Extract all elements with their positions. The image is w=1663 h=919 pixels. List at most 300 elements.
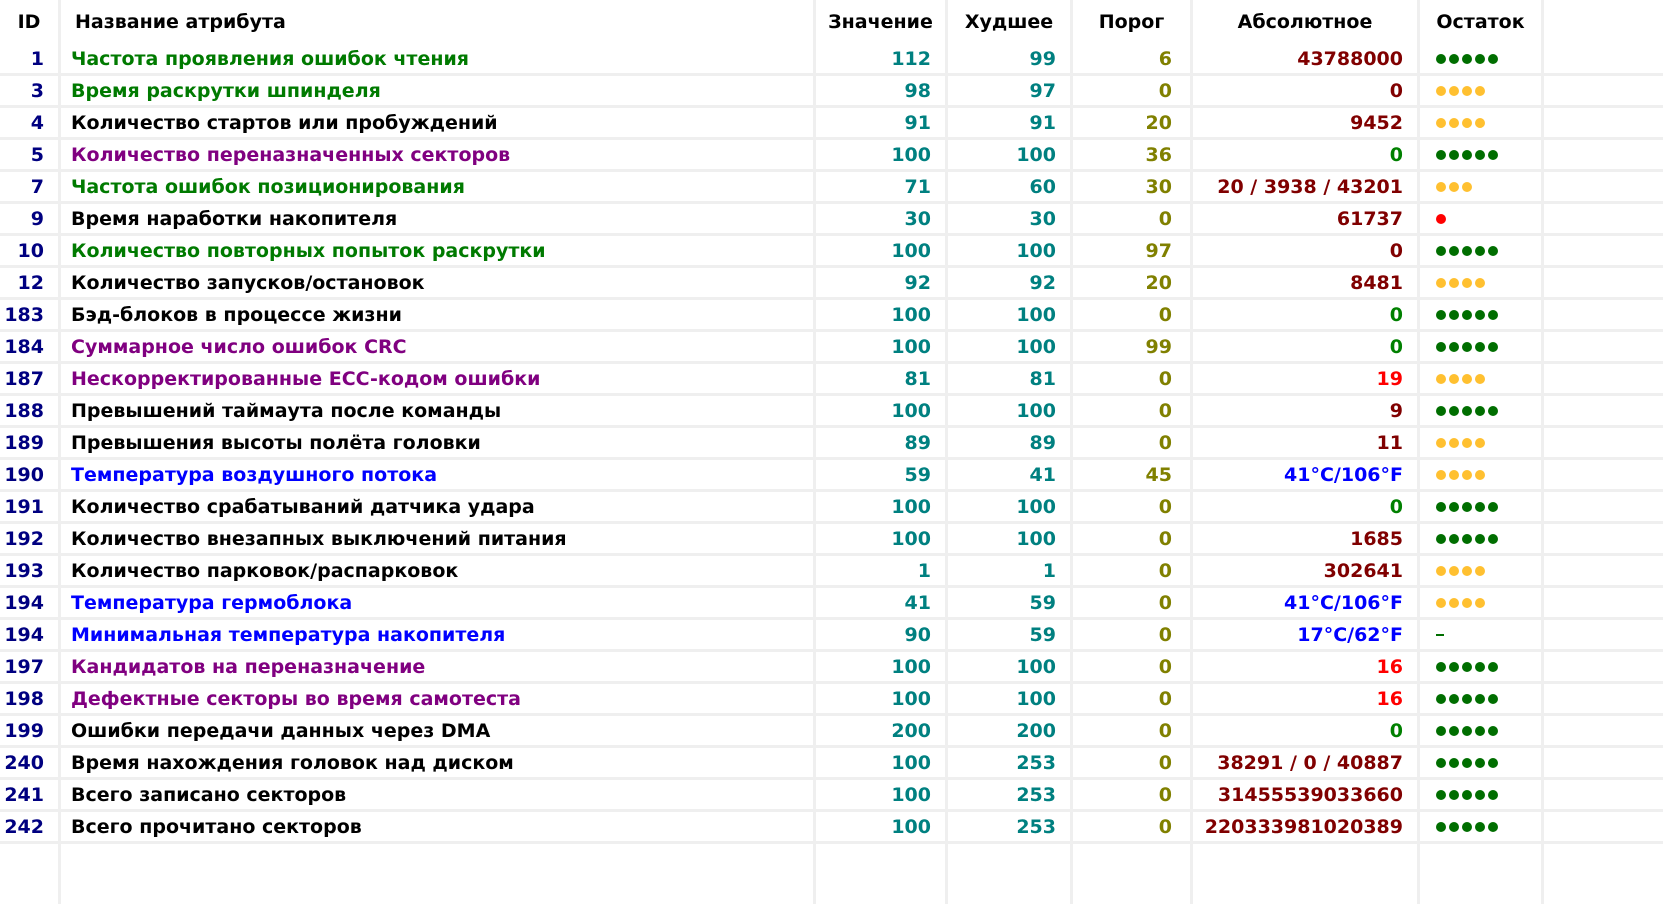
attribute-value: 100: [816, 524, 948, 553]
filler-cell: [1544, 44, 1663, 73]
dot-icon: [1436, 822, 1446, 832]
attribute-remaining: [1420, 140, 1544, 169]
dot-icon: [1462, 534, 1472, 544]
filler-cell: [1544, 428, 1663, 457]
attribute-remaining: [1420, 812, 1544, 841]
attribute-name: Суммарное число ошибок CRC: [61, 332, 816, 361]
table-row[interactable]: [0, 684, 1663, 716]
attribute-name: Дефектные секторы во время самотеста: [61, 684, 816, 713]
attribute-threshold: 0: [1073, 812, 1193, 841]
health-dots-icon: [1436, 502, 1498, 512]
dot-icon: [1475, 246, 1485, 256]
dot-icon: [1436, 566, 1446, 576]
attribute-remaining: [1420, 428, 1544, 457]
dot-icon: [1449, 342, 1459, 352]
filler-cell: [1544, 620, 1663, 649]
filler-cell: [1544, 140, 1663, 169]
dot-icon: [1436, 662, 1446, 672]
health-dots-icon: [1436, 406, 1498, 416]
health-dots-icon: [1436, 182, 1472, 192]
health-dots-icon: [1436, 534, 1498, 544]
attribute-remaining: [1420, 300, 1544, 329]
attribute-id: 242: [0, 812, 61, 841]
dot-icon: [1475, 54, 1485, 64]
dot-icon: [1475, 342, 1485, 352]
table-row[interactable]: [0, 236, 1663, 268]
column-header-name[interactable]: Название атрибута: [61, 0, 816, 44]
filler-cell: [1544, 812, 1663, 841]
dot-icon: [1449, 598, 1459, 608]
filler-cell: [1544, 108, 1663, 137]
health-dots-icon: [1436, 726, 1498, 736]
dot-icon: [1462, 758, 1472, 768]
table-row[interactable]: [0, 268, 1663, 300]
dot-icon: [1449, 758, 1459, 768]
dot-icon: [1449, 182, 1459, 192]
attribute-value: 100: [816, 492, 948, 521]
dot-icon: [1436, 790, 1446, 800]
table-row[interactable]: [0, 748, 1663, 780]
dot-icon: [1449, 150, 1459, 160]
filler-cell: [1544, 364, 1663, 393]
empty-cell: [1193, 844, 1420, 904]
attribute-remaining: [1420, 364, 1544, 393]
attribute-id: 198: [0, 684, 61, 713]
column-header-value[interactable]: Значение: [816, 0, 948, 44]
health-dots-icon: [1436, 790, 1498, 800]
dot-icon: [1449, 566, 1459, 576]
table-row[interactable]: [0, 716, 1663, 748]
attribute-id: 10: [0, 236, 61, 265]
dot-icon: [1488, 406, 1498, 416]
dot-icon: [1462, 118, 1472, 128]
attribute-id: 4: [0, 108, 61, 137]
table-row[interactable]: [0, 396, 1663, 428]
filler-cell: [1544, 588, 1663, 617]
dot-icon: [1449, 534, 1459, 544]
attribute-name: Ошибки передачи данных через DMA: [61, 716, 816, 745]
dot-icon: [1462, 406, 1472, 416]
attribute-raw: 0: [1193, 76, 1420, 105]
attribute-raw: 19: [1193, 364, 1420, 393]
attribute-value: 100: [816, 684, 948, 713]
attribute-id: 12: [0, 268, 61, 297]
health-dots-icon: [1436, 310, 1498, 320]
attribute-worst: 59: [948, 588, 1073, 617]
attribute-value: 200: [816, 716, 948, 745]
dot-icon: [1475, 118, 1485, 128]
dot-icon: [1462, 822, 1472, 832]
dot-icon: [1436, 502, 1446, 512]
dot-icon: [1462, 598, 1472, 608]
empty-row: [0, 844, 1663, 904]
attribute-raw: 20 / 3938 / 43201: [1193, 172, 1420, 201]
attribute-worst: 99: [948, 44, 1073, 73]
filler-cell: [1544, 556, 1663, 585]
filler-cell: [1544, 396, 1663, 425]
attribute-value: 90: [816, 620, 948, 649]
dot-icon: [1436, 54, 1446, 64]
health-dots-icon: [1436, 214, 1446, 224]
dot-icon: [1462, 150, 1472, 160]
dot-icon: [1488, 246, 1498, 256]
attribute-id: 188: [0, 396, 61, 425]
dot-icon: [1436, 406, 1446, 416]
dot-icon: [1488, 662, 1498, 672]
dot-icon: [1462, 470, 1472, 480]
dot-icon: [1436, 246, 1446, 256]
attribute-threshold: 0: [1073, 396, 1193, 425]
attribute-id: 5: [0, 140, 61, 169]
table-row[interactable]: [0, 44, 1663, 76]
attribute-name: Превышения высоты полёта головки: [61, 428, 816, 457]
dot-icon: [1449, 118, 1459, 128]
attribute-raw: 8481: [1193, 268, 1420, 297]
attribute-threshold: 0: [1073, 716, 1193, 745]
attribute-raw: 16: [1193, 684, 1420, 713]
health-dots-icon: [1436, 822, 1498, 832]
attribute-name: Время нахождения головок над диском: [61, 748, 816, 777]
attribute-id: 197: [0, 652, 61, 681]
attribute-id: 7: [0, 172, 61, 201]
dot-icon: [1449, 694, 1459, 704]
attribute-remaining: [1420, 332, 1544, 361]
dot-icon: [1475, 790, 1485, 800]
attribute-raw: 61737: [1193, 204, 1420, 233]
dot-icon: [1488, 534, 1498, 544]
attribute-threshold: 0: [1073, 492, 1193, 521]
attribute-remaining: [1420, 76, 1544, 105]
attribute-value: 100: [816, 300, 948, 329]
attribute-raw: 0: [1193, 140, 1420, 169]
attribute-name: Нескорректированные ECC-кодом ошибки: [61, 364, 816, 393]
empty-cell: [948, 844, 1073, 904]
table-row[interactable]: [0, 620, 1663, 652]
dot-icon: [1462, 694, 1472, 704]
attribute-raw: 1685: [1193, 524, 1420, 553]
attribute-raw: 41°C/106°F: [1193, 588, 1420, 617]
attribute-id: 192: [0, 524, 61, 553]
attribute-threshold: 0: [1073, 364, 1193, 393]
health-dots-icon: [1436, 342, 1498, 352]
attribute-raw: 9452: [1193, 108, 1420, 137]
table-row[interactable]: [0, 812, 1663, 844]
empty-cell: [0, 844, 61, 904]
dot-icon: [1436, 182, 1446, 192]
dot-icon: [1436, 470, 1446, 480]
attribute-value: 92: [816, 268, 948, 297]
attribute-value: 100: [816, 748, 948, 777]
attribute-name: Бэд-блоков в процессе жизни: [61, 300, 816, 329]
attribute-remaining: [1420, 44, 1544, 73]
filler-cell: [1544, 332, 1663, 361]
health-dots-icon: [1436, 54, 1498, 64]
attribute-id: 240: [0, 748, 61, 777]
attribute-name: Температура гермоблока: [61, 588, 816, 617]
dot-icon: [1449, 790, 1459, 800]
filler-cell: [1544, 300, 1663, 329]
attribute-value: 59: [816, 460, 948, 489]
dot-icon: [1449, 822, 1459, 832]
dot-icon: [1475, 758, 1485, 768]
health-dots-icon: [1436, 694, 1498, 704]
table-row[interactable]: [0, 364, 1663, 396]
table-row[interactable]: [0, 780, 1663, 812]
attribute-worst: 253: [948, 748, 1073, 777]
attribute-raw: 9: [1193, 396, 1420, 425]
attribute-id: 191: [0, 492, 61, 521]
attribute-name: Время наработки накопителя: [61, 204, 816, 233]
attribute-remaining: [1420, 780, 1544, 809]
table-row[interactable]: [0, 588, 1663, 620]
filler-cell: [1544, 460, 1663, 489]
table-row[interactable]: [0, 524, 1663, 556]
table-row[interactable]: [0, 652, 1663, 684]
attribute-id: 189: [0, 428, 61, 457]
attribute-remaining: [1420, 716, 1544, 745]
attribute-value: 100: [816, 780, 948, 809]
attribute-raw: 302641: [1193, 556, 1420, 585]
dot-icon: [1488, 342, 1498, 352]
dot-icon: [1462, 182, 1472, 192]
attribute-name: Количество внезапных выключений питания: [61, 524, 816, 553]
dot-icon: [1436, 726, 1446, 736]
health-dots-icon: [1436, 598, 1485, 608]
attribute-raw: 31455539033660: [1193, 780, 1420, 809]
attribute-threshold: 99: [1073, 332, 1193, 361]
attribute-value: 100: [816, 652, 948, 681]
empty-cell: [1544, 844, 1663, 904]
table-row[interactable]: [0, 428, 1663, 460]
attribute-id: 187: [0, 364, 61, 393]
attribute-worst: 91: [948, 108, 1073, 137]
attribute-raw: 0: [1193, 332, 1420, 361]
health-dots-icon: [1436, 86, 1485, 96]
dot-icon: [1475, 470, 1485, 480]
empty-cell: [1420, 844, 1544, 904]
dot-icon: [1462, 54, 1472, 64]
column-header-worst[interactable]: Худшее: [948, 0, 1073, 44]
attribute-worst: 100: [948, 300, 1073, 329]
attribute-value: 100: [816, 332, 948, 361]
attribute-raw: 0: [1193, 300, 1420, 329]
table-row[interactable]: [0, 76, 1663, 108]
attribute-raw: 43788000: [1193, 44, 1420, 73]
attribute-name: Количество срабатываний датчика удара: [61, 492, 816, 521]
attribute-threshold: 0: [1073, 588, 1193, 617]
table-header: [0, 0, 1663, 44]
dot-icon: [1488, 758, 1498, 768]
attribute-worst: 92: [948, 268, 1073, 297]
table-row[interactable]: [0, 332, 1663, 364]
filler-cell: [1544, 684, 1663, 713]
filler-cell: [1544, 236, 1663, 265]
attribute-worst: 89: [948, 428, 1073, 457]
dot-icon: [1462, 662, 1472, 672]
dot-icon: [1462, 502, 1472, 512]
attribute-id: 183: [0, 300, 61, 329]
dot-icon: [1475, 406, 1485, 416]
table-row[interactable]: [0, 140, 1663, 172]
attribute-worst: 100: [948, 684, 1073, 713]
dot-icon: [1475, 150, 1485, 160]
attribute-worst: 253: [948, 780, 1073, 809]
attribute-id: 194: [0, 620, 61, 649]
dot-icon: [1462, 310, 1472, 320]
table-row[interactable]: [0, 492, 1663, 524]
attribute-remaining: [1420, 524, 1544, 553]
attribute-raw: 0: [1193, 236, 1420, 265]
filler-cell: [1544, 524, 1663, 553]
attribute-value: 1: [816, 556, 948, 585]
attribute-name: Количество запусков/остановок: [61, 268, 816, 297]
attribute-id: 184: [0, 332, 61, 361]
health-dots-icon: [1436, 662, 1498, 672]
attribute-threshold: 97: [1073, 236, 1193, 265]
attribute-threshold: 0: [1073, 652, 1193, 681]
attribute-id: 3: [0, 76, 61, 105]
filler-cell: [1544, 172, 1663, 201]
attribute-threshold: 45: [1073, 460, 1193, 489]
column-header-id[interactable]: ID: [0, 0, 61, 44]
dot-icon: [1475, 566, 1485, 576]
attribute-worst: 100: [948, 140, 1073, 169]
attribute-remaining: [1420, 268, 1544, 297]
dot-icon: [1488, 790, 1498, 800]
attribute-name: Время раскрутки шпинделя: [61, 76, 816, 105]
attribute-threshold: 0: [1073, 748, 1193, 777]
dot-icon: [1436, 214, 1446, 224]
attribute-name: Количество парковок/распарковок: [61, 556, 816, 585]
attribute-id: 190: [0, 460, 61, 489]
filler-cell: [1544, 748, 1663, 777]
dot-icon: [1475, 310, 1485, 320]
attribute-value: 98: [816, 76, 948, 105]
table-row[interactable]: [0, 108, 1663, 140]
attribute-threshold: 0: [1073, 428, 1193, 457]
attribute-threshold: 30: [1073, 172, 1193, 201]
attribute-worst: 59: [948, 620, 1073, 649]
attribute-value: 100: [816, 396, 948, 425]
health-dots-icon: [1436, 118, 1485, 128]
dot-icon: [1436, 374, 1446, 384]
dot-icon: [1475, 822, 1485, 832]
attribute-raw: 11: [1193, 428, 1420, 457]
attribute-remaining: [1420, 620, 1544, 649]
dot-icon: [1488, 726, 1498, 736]
health-dots-icon: [1436, 438, 1485, 448]
attribute-raw: 38291 / 0 / 40887: [1193, 748, 1420, 777]
dot-icon: [1475, 278, 1485, 288]
dot-icon: [1449, 86, 1459, 96]
dot-icon: [1475, 374, 1485, 384]
attribute-remaining: [1420, 652, 1544, 681]
attribute-value: 100: [816, 236, 948, 265]
table-row[interactable]: [0, 204, 1663, 236]
dot-icon: [1449, 374, 1459, 384]
dot-icon: [1449, 662, 1459, 672]
dot-icon: [1449, 406, 1459, 416]
table-row[interactable]: [0, 556, 1663, 588]
dot-icon: [1436, 342, 1446, 352]
dot-icon: [1475, 438, 1485, 448]
attribute-remaining: [1420, 748, 1544, 777]
attribute-raw: 0: [1193, 492, 1420, 521]
dot-icon: [1475, 598, 1485, 608]
attribute-name: Количество повторных попыток раскрутки: [61, 236, 816, 265]
attribute-threshold: 20: [1073, 268, 1193, 297]
dot-icon: [1436, 118, 1446, 128]
column-header-remaining[interactable]: Остаток: [1420, 0, 1544, 44]
attribute-worst: 100: [948, 332, 1073, 361]
attribute-name: Частота проявления ошибок чтения: [61, 44, 816, 73]
dot-icon: [1449, 438, 1459, 448]
health-dots-icon: [1436, 758, 1498, 768]
filler-cell: [1544, 492, 1663, 521]
attribute-threshold: 0: [1073, 76, 1193, 105]
attribute-id: 241: [0, 780, 61, 809]
dot-icon: [1436, 438, 1446, 448]
attribute-id: 9: [0, 204, 61, 233]
table-row[interactable]: [0, 300, 1663, 332]
dot-icon: [1475, 502, 1485, 512]
table-row[interactable]: [0, 172, 1663, 204]
column-header-filler: [1544, 0, 1663, 44]
attribute-name: Количество переназначенных секторов: [61, 140, 816, 169]
column-header-raw[interactable]: Абсолютное: [1193, 0, 1420, 44]
attribute-name: Частота ошибок позиционирования: [61, 172, 816, 201]
dot-icon: [1436, 310, 1446, 320]
filler-cell: [1544, 268, 1663, 297]
dot-icon: [1462, 566, 1472, 576]
filler-cell: [1544, 76, 1663, 105]
attribute-worst: 100: [948, 236, 1073, 265]
dot-icon: [1475, 662, 1485, 672]
attribute-value: 100: [816, 812, 948, 841]
attribute-id: 1: [0, 44, 61, 73]
attribute-remaining: [1420, 556, 1544, 585]
table-row[interactable]: [0, 460, 1663, 492]
health-dots-icon: [1436, 374, 1485, 384]
dot-icon: [1475, 86, 1485, 96]
dot-icon: [1475, 534, 1485, 544]
attribute-worst: 253: [948, 812, 1073, 841]
attribute-name: Всего записано секторов: [61, 780, 816, 809]
attribute-name: Превышений таймаута после команды: [61, 396, 816, 425]
attribute-value: 89: [816, 428, 948, 457]
attribute-raw: 17°C/62°F: [1193, 620, 1420, 649]
dot-icon: [1488, 310, 1498, 320]
filler-cell: [1544, 780, 1663, 809]
attribute-threshold: 6: [1073, 44, 1193, 73]
attribute-raw: 0: [1193, 716, 1420, 745]
attribute-worst: 200: [948, 716, 1073, 745]
attribute-value: 112: [816, 44, 948, 73]
dot-icon: [1488, 150, 1498, 160]
attribute-worst: 100: [948, 524, 1073, 553]
dot-icon: [1449, 310, 1459, 320]
attribute-worst: 41: [948, 460, 1073, 489]
dot-icon: [1488, 502, 1498, 512]
attribute-name: Количество стартов или пробуждений: [61, 108, 816, 137]
attribute-worst: 97: [948, 76, 1073, 105]
dot-icon: [1462, 246, 1472, 256]
empty-cell: [61, 844, 816, 904]
column-header-threshold[interactable]: Порог: [1073, 0, 1193, 44]
attribute-threshold: 0: [1073, 620, 1193, 649]
dot-icon: [1475, 726, 1485, 736]
attribute-worst: 60: [948, 172, 1073, 201]
